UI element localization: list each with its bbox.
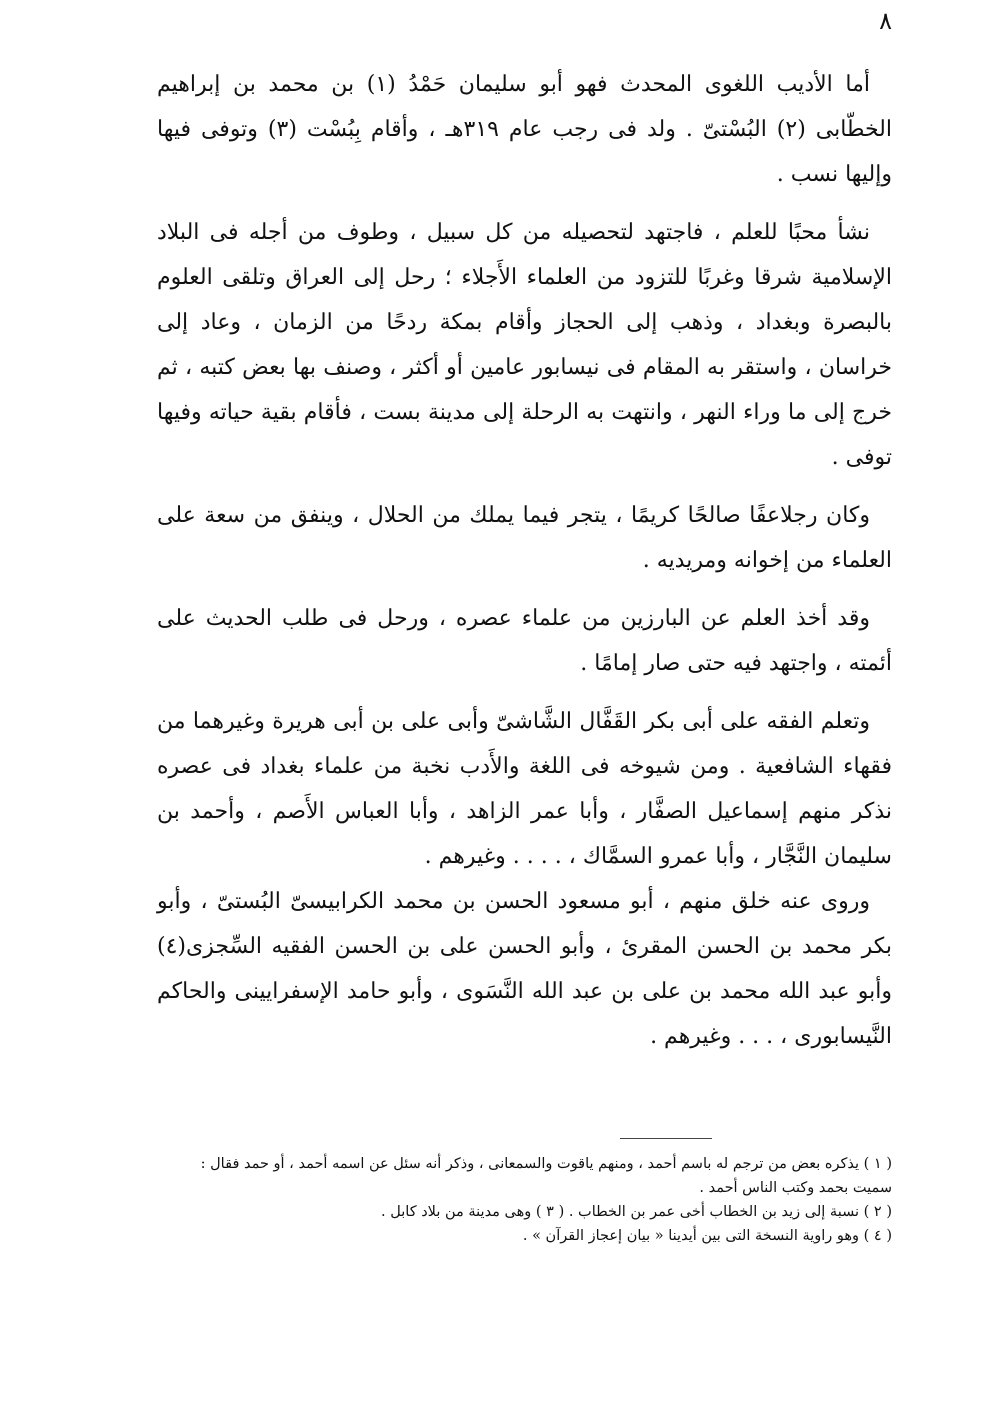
footnote-1: ( ١ ) يذكره بعض من ترجم له باسم أحمد ، ومنهم ياقوت والسمعانى ، وذكر أنه سئل عن اسمه أحمد ، أو حمد فقال : سميت بحمد وكتب الناس أحمد . [200,1156,892,1196]
paragraph-travels: نشأ محبًا للعلم ، فاجتهد لتحصيله من كل سبيل ، وطوف من أجله فى البلاد الإسلامية شرقا وغربًا للتزود من العلماء الأَجلاء ؛ رحل إلى العراق وتلقى العلوم بالبصرة وبغداد ، وذهب إلى الحجاز وأقام بمكة ردحًا من الزمان ، وعاد إلى خراسان ، واستقر به المقام فى نيسابور عامين أو أكثر ، وصنف بها بعض كتبه ، ثم خرج إلى ما وراء النهر ، وانتهت به الرحلة إلى مدينة بست ، فأقام بقية حياته وفيها توفى . [157,220,892,470]
paragraph-teachers: وتعلم الفقه على أبى بكر القَفَّال الشَّاشىّ وأبى على بن أبى هريرة وغيرهما من فقهاء الشافعية . ومن شيوخه فى اللغة والأَدب نخبة من علماء بغداد فى عصره نذكر منهم إسماعيل الصفَّار ، وأبا عمر الزاهد ، وأبا العباس الأَصم ، وأحمد بن سليمان النَّجَّار ، وأبا عمرو السمَّاك ، . . . . وغيرهم . [157,709,892,869]
paragraph-students: وروى عنه خلق منهم ، أبو مسعود الحسن بن محمد الكرابيسىّ البُستىّ ، وأبو بكر محمد بن الحسن المقرئ ، وأبو الحسن على بن الحسن الفقيه السِّجزى(٤) وأبو عبد الله محمد بن على بن عبد الله النَّسَوى ، وأبو حامد الإسفرايينى والحاكم النَّيسابورى ، . . . وغيرهم . [157,889,892,1049]
paragraph-biography: أما الأديب اللغوى المحدث فهو أبو سليمان حَمْدُ (١) بن محمد بن إبراهيم الخطّابى (٢) البُسْتىّ . ولد فى رجب عام ٣١٩هـ ، وأقام بِبُسْت (٣) وتوفى فيها وإليها نسب . [157,72,892,187]
footnote-2-3: ( ٢ ) نسبة إلى زيد بن الخطاب أخى عمر بن الخطاب . ( ٣ ) وهى مدينة من بلاد كابل . [381,1204,892,1220]
paragraph-character: وكان رجلاعفًا صالحًا كريمًا ، يتجر فيما يملك من الحلال ، وينفق من سعة على العلماء من إخوانه ومريديه . [157,503,892,573]
footnote-separator [620,1138,712,1139]
main-text [157,62,892,1059]
footnotes [157,1152,892,1248]
paragraph-learning: وقد أخذ العلم عن البارزين من علماء عصره ، ورحل فى طلب الحديث على أئمته ، واجتهد فيه حتى صار إمامًا . [157,606,892,676]
page-number: ٨ [879,7,892,35]
footnote-4: ( ٤ ) وهو راوية النسخة التى بين أيدينا « بيان إعجاز القرآن » . [522,1228,892,1244]
